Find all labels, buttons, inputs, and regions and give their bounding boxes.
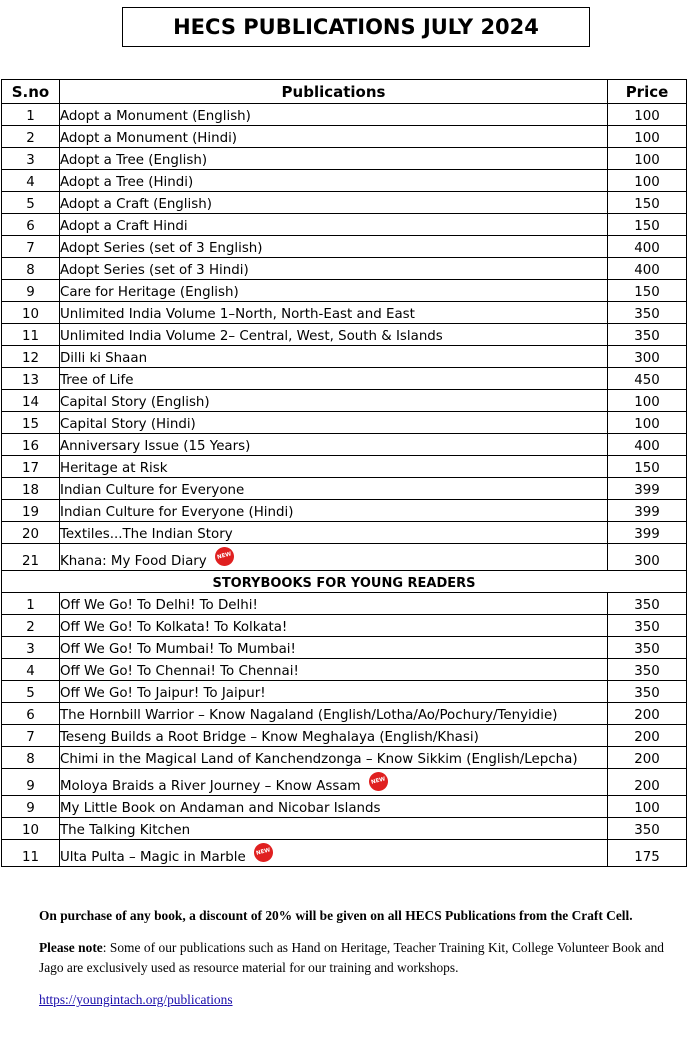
publication-title: The Talking Kitchen bbox=[60, 823, 191, 838]
row-price: 350 bbox=[608, 637, 687, 659]
row-sno: 8 bbox=[2, 747, 60, 769]
table-row bbox=[2, 434, 687, 456]
row-price: 450 bbox=[608, 368, 687, 390]
publication-title: Moloya Braids a River Journey – Know Assam bbox=[60, 779, 361, 794]
row-price: 100 bbox=[608, 148, 687, 170]
table-row bbox=[2, 840, 687, 867]
row-publication bbox=[60, 170, 608, 192]
row-publication bbox=[60, 747, 608, 769]
row-sno: 2 bbox=[2, 615, 60, 637]
row-price: 400 bbox=[608, 258, 687, 280]
row-price: 350 bbox=[608, 659, 687, 681]
row-publication bbox=[60, 368, 608, 390]
row-price: 400 bbox=[608, 236, 687, 258]
row-sno: 2 bbox=[2, 126, 60, 148]
row-price: 100 bbox=[608, 796, 687, 818]
table-row bbox=[2, 769, 687, 796]
row-price: 150 bbox=[608, 192, 687, 214]
row-sno: 10 bbox=[2, 302, 60, 324]
row-price: 200 bbox=[608, 703, 687, 725]
table-row bbox=[2, 478, 687, 500]
publication-title: Heritage at Risk bbox=[60, 461, 168, 476]
row-price: 350 bbox=[608, 324, 687, 346]
table-row bbox=[2, 170, 687, 192]
publication-title: Adopt a Tree (English) bbox=[60, 153, 208, 168]
row-sno: 18 bbox=[2, 478, 60, 500]
table-row bbox=[2, 725, 687, 747]
row-publication bbox=[60, 840, 608, 867]
row-sno: 13 bbox=[2, 368, 60, 390]
row-sno: 9 bbox=[2, 796, 60, 818]
table-row bbox=[2, 796, 687, 818]
row-price: 100 bbox=[608, 412, 687, 434]
table-header-row bbox=[2, 80, 687, 104]
row-sno: 15 bbox=[2, 412, 60, 434]
publication-title: Indian Culture for Everyone bbox=[60, 483, 245, 498]
publication-title: Chimi in the Magical Land of Kanchendzonga – Know Sikkim (English/Lepcha) bbox=[60, 752, 578, 767]
row-price: 100 bbox=[608, 104, 687, 126]
row-sno: 1 bbox=[2, 593, 60, 615]
table-row bbox=[2, 236, 687, 258]
table-row bbox=[2, 368, 687, 390]
publication-title: Indian Culture for Everyone (Hindi) bbox=[60, 505, 294, 520]
row-publication bbox=[60, 456, 608, 478]
publication-title: Off We Go! To Chennai! To Chennai! bbox=[60, 664, 299, 679]
row-sno: 3 bbox=[2, 637, 60, 659]
publication-title: Khana: My Food Diary bbox=[60, 554, 207, 569]
table-row bbox=[2, 192, 687, 214]
row-publication bbox=[60, 769, 608, 796]
row-publication bbox=[60, 390, 608, 412]
row-sno: 17 bbox=[2, 456, 60, 478]
row-publication bbox=[60, 593, 608, 615]
row-sno: 5 bbox=[2, 192, 60, 214]
row-price: 300 bbox=[608, 346, 687, 368]
row-sno: 9 bbox=[2, 769, 60, 796]
row-publication bbox=[60, 214, 608, 236]
row-publication bbox=[60, 434, 608, 456]
row-sno: 4 bbox=[2, 659, 60, 681]
row-publication bbox=[60, 148, 608, 170]
please-note-text: : Some of our publications such as Hand on Heritage, Teacher Training Kit, College Volunteer Book and Jago are exclusively used as resource material for our training and workshops. bbox=[39, 940, 664, 975]
table-row bbox=[2, 390, 687, 412]
publication-title: Adopt a Craft (English) bbox=[60, 197, 212, 212]
publications-list bbox=[2, 104, 687, 571]
row-price: 400 bbox=[608, 434, 687, 456]
table-row bbox=[2, 302, 687, 324]
table-row bbox=[2, 258, 687, 280]
table-row bbox=[2, 593, 687, 615]
discount-note: On purchase of any book, a discount of 20% will be given on all HECS Publications from the Craft Cell. bbox=[39, 908, 633, 923]
table-row bbox=[2, 280, 687, 302]
table-row bbox=[2, 659, 687, 681]
row-sno: 5 bbox=[2, 681, 60, 703]
row-publication bbox=[60, 478, 608, 500]
section-header-row bbox=[2, 571, 687, 593]
notes-section bbox=[39, 906, 664, 1022]
row-sno: 1 bbox=[2, 104, 60, 126]
publication-title: Care for Heritage (English) bbox=[60, 285, 239, 300]
publication-title: Off We Go! To Delhi! To Delhi! bbox=[60, 598, 258, 613]
row-publication bbox=[60, 522, 608, 544]
row-publication bbox=[60, 500, 608, 522]
publication-title: Textiles...The Indian Story bbox=[60, 527, 233, 542]
row-sno: 11 bbox=[2, 840, 60, 867]
row-publication bbox=[60, 681, 608, 703]
row-publication bbox=[60, 818, 608, 840]
row-sno: 9 bbox=[2, 280, 60, 302]
new-badge-icon: NEW bbox=[213, 545, 236, 568]
publications-link[interactable]: https://youngintach.org/publications bbox=[39, 992, 233, 1007]
table-row bbox=[2, 104, 687, 126]
row-publication bbox=[60, 302, 608, 324]
row-sno: 7 bbox=[2, 725, 60, 747]
row-publication bbox=[60, 280, 608, 302]
row-sno: 21 bbox=[2, 544, 60, 571]
row-publication bbox=[60, 544, 608, 571]
row-price: 150 bbox=[608, 456, 687, 478]
row-publication bbox=[60, 346, 608, 368]
row-publication bbox=[60, 615, 608, 637]
table-row bbox=[2, 615, 687, 637]
row-price: 150 bbox=[608, 214, 687, 236]
table-row bbox=[2, 747, 687, 769]
row-price: 350 bbox=[608, 302, 687, 324]
column-header-sno: S.no bbox=[2, 80, 60, 104]
row-publication bbox=[60, 236, 608, 258]
row-publication bbox=[60, 725, 608, 747]
publication-title: My Little Book on Andaman and Nicobar Islands bbox=[60, 801, 381, 816]
table-row bbox=[2, 126, 687, 148]
row-publication bbox=[60, 659, 608, 681]
row-price: 150 bbox=[608, 280, 687, 302]
row-price: 350 bbox=[608, 681, 687, 703]
new-badge-icon: NEW bbox=[366, 770, 389, 793]
row-publication bbox=[60, 637, 608, 659]
row-sno: 3 bbox=[2, 148, 60, 170]
publication-title: Dilli ki Shaan bbox=[60, 351, 148, 366]
table-row bbox=[2, 544, 687, 571]
table-row bbox=[2, 346, 687, 368]
publication-title: Adopt a Tree (Hindi) bbox=[60, 175, 194, 190]
publications-table bbox=[1, 79, 687, 867]
row-publication bbox=[60, 324, 608, 346]
row-sno: 14 bbox=[2, 390, 60, 412]
row-price: 100 bbox=[608, 126, 687, 148]
table-row bbox=[2, 456, 687, 478]
publication-title: Capital Story (English) bbox=[60, 395, 210, 410]
row-price: 399 bbox=[608, 500, 687, 522]
row-price: 350 bbox=[608, 593, 687, 615]
row-publication bbox=[60, 104, 608, 126]
row-sno: 20 bbox=[2, 522, 60, 544]
row-sno: 6 bbox=[2, 214, 60, 236]
row-sno: 8 bbox=[2, 258, 60, 280]
row-sno: 6 bbox=[2, 703, 60, 725]
page-title: HECS PUBLICATIONS JULY 2024 bbox=[122, 7, 590, 47]
publication-title: Teseng Builds a Root Bridge – Know Meghalaya (English/Khasi) bbox=[60, 730, 479, 745]
publication-title: Adopt Series (set of 3 English) bbox=[60, 241, 263, 256]
row-publication bbox=[60, 258, 608, 280]
row-sno: 11 bbox=[2, 324, 60, 346]
publication-title: Unlimited India Volume 1–North, North-East and East bbox=[60, 307, 415, 322]
publication-title: Anniversary Issue (15 Years) bbox=[60, 439, 251, 454]
row-price: 100 bbox=[608, 390, 687, 412]
row-publication bbox=[60, 126, 608, 148]
table-row bbox=[2, 214, 687, 236]
storybooks-list bbox=[2, 593, 687, 867]
publication-title: Off We Go! To Kolkata! To Kolkata! bbox=[60, 620, 288, 635]
publication-title: Capital Story (Hindi) bbox=[60, 417, 196, 432]
table-row bbox=[2, 148, 687, 170]
publication-title: Adopt a Monument (English) bbox=[60, 109, 251, 124]
table-row bbox=[2, 522, 687, 544]
table-row bbox=[2, 703, 687, 725]
publication-title: Tree of Life bbox=[60, 373, 134, 388]
row-price: 200 bbox=[608, 747, 687, 769]
table-row bbox=[2, 500, 687, 522]
column-header-publications: Publications bbox=[60, 80, 608, 104]
column-header-price: Price bbox=[608, 80, 687, 104]
row-price: 300 bbox=[608, 544, 687, 571]
publication-title: Adopt a Monument (Hindi) bbox=[60, 131, 238, 146]
publication-title: Off We Go! To Jaipur! To Jaipur! bbox=[60, 686, 266, 701]
section-title: STORYBOOKS FOR YOUNG READERS bbox=[2, 571, 687, 593]
publication-title: The Hornbill Warrior – Know Nagaland (English/Lotha/Ao/Pochury/Tenyidie) bbox=[60, 708, 558, 723]
row-price: 200 bbox=[608, 725, 687, 747]
table-row bbox=[2, 681, 687, 703]
table-row bbox=[2, 324, 687, 346]
row-publication bbox=[60, 796, 608, 818]
row-price: 350 bbox=[608, 615, 687, 637]
table-row bbox=[2, 818, 687, 840]
row-sno: 16 bbox=[2, 434, 60, 456]
row-price: 200 bbox=[608, 769, 687, 796]
new-badge-icon: NEW bbox=[252, 841, 275, 864]
row-price: 175 bbox=[608, 840, 687, 867]
row-sno: 7 bbox=[2, 236, 60, 258]
table-row bbox=[2, 412, 687, 434]
publication-title: Unlimited India Volume 2– Central, West, South & Islands bbox=[60, 329, 443, 344]
row-price: 350 bbox=[608, 818, 687, 840]
row-price: 399 bbox=[608, 478, 687, 500]
row-sno: 12 bbox=[2, 346, 60, 368]
please-note bbox=[39, 938, 664, 978]
publication-title: Adopt a Craft Hindi bbox=[60, 219, 188, 234]
row-price: 399 bbox=[608, 522, 687, 544]
publication-title: Off We Go! To Mumbai! To Mumbai! bbox=[60, 642, 296, 657]
row-publication bbox=[60, 703, 608, 725]
row-sno: 19 bbox=[2, 500, 60, 522]
row-sno: 10 bbox=[2, 818, 60, 840]
please-note-label: Please note bbox=[39, 940, 103, 955]
publication-title: Ulta Pulta – Magic in Marble bbox=[60, 850, 246, 865]
row-publication bbox=[60, 412, 608, 434]
row-sno: 4 bbox=[2, 170, 60, 192]
row-price: 100 bbox=[608, 170, 687, 192]
row-publication bbox=[60, 192, 608, 214]
table-row bbox=[2, 637, 687, 659]
publication-title: Adopt Series (set of 3 Hindi) bbox=[60, 263, 249, 278]
